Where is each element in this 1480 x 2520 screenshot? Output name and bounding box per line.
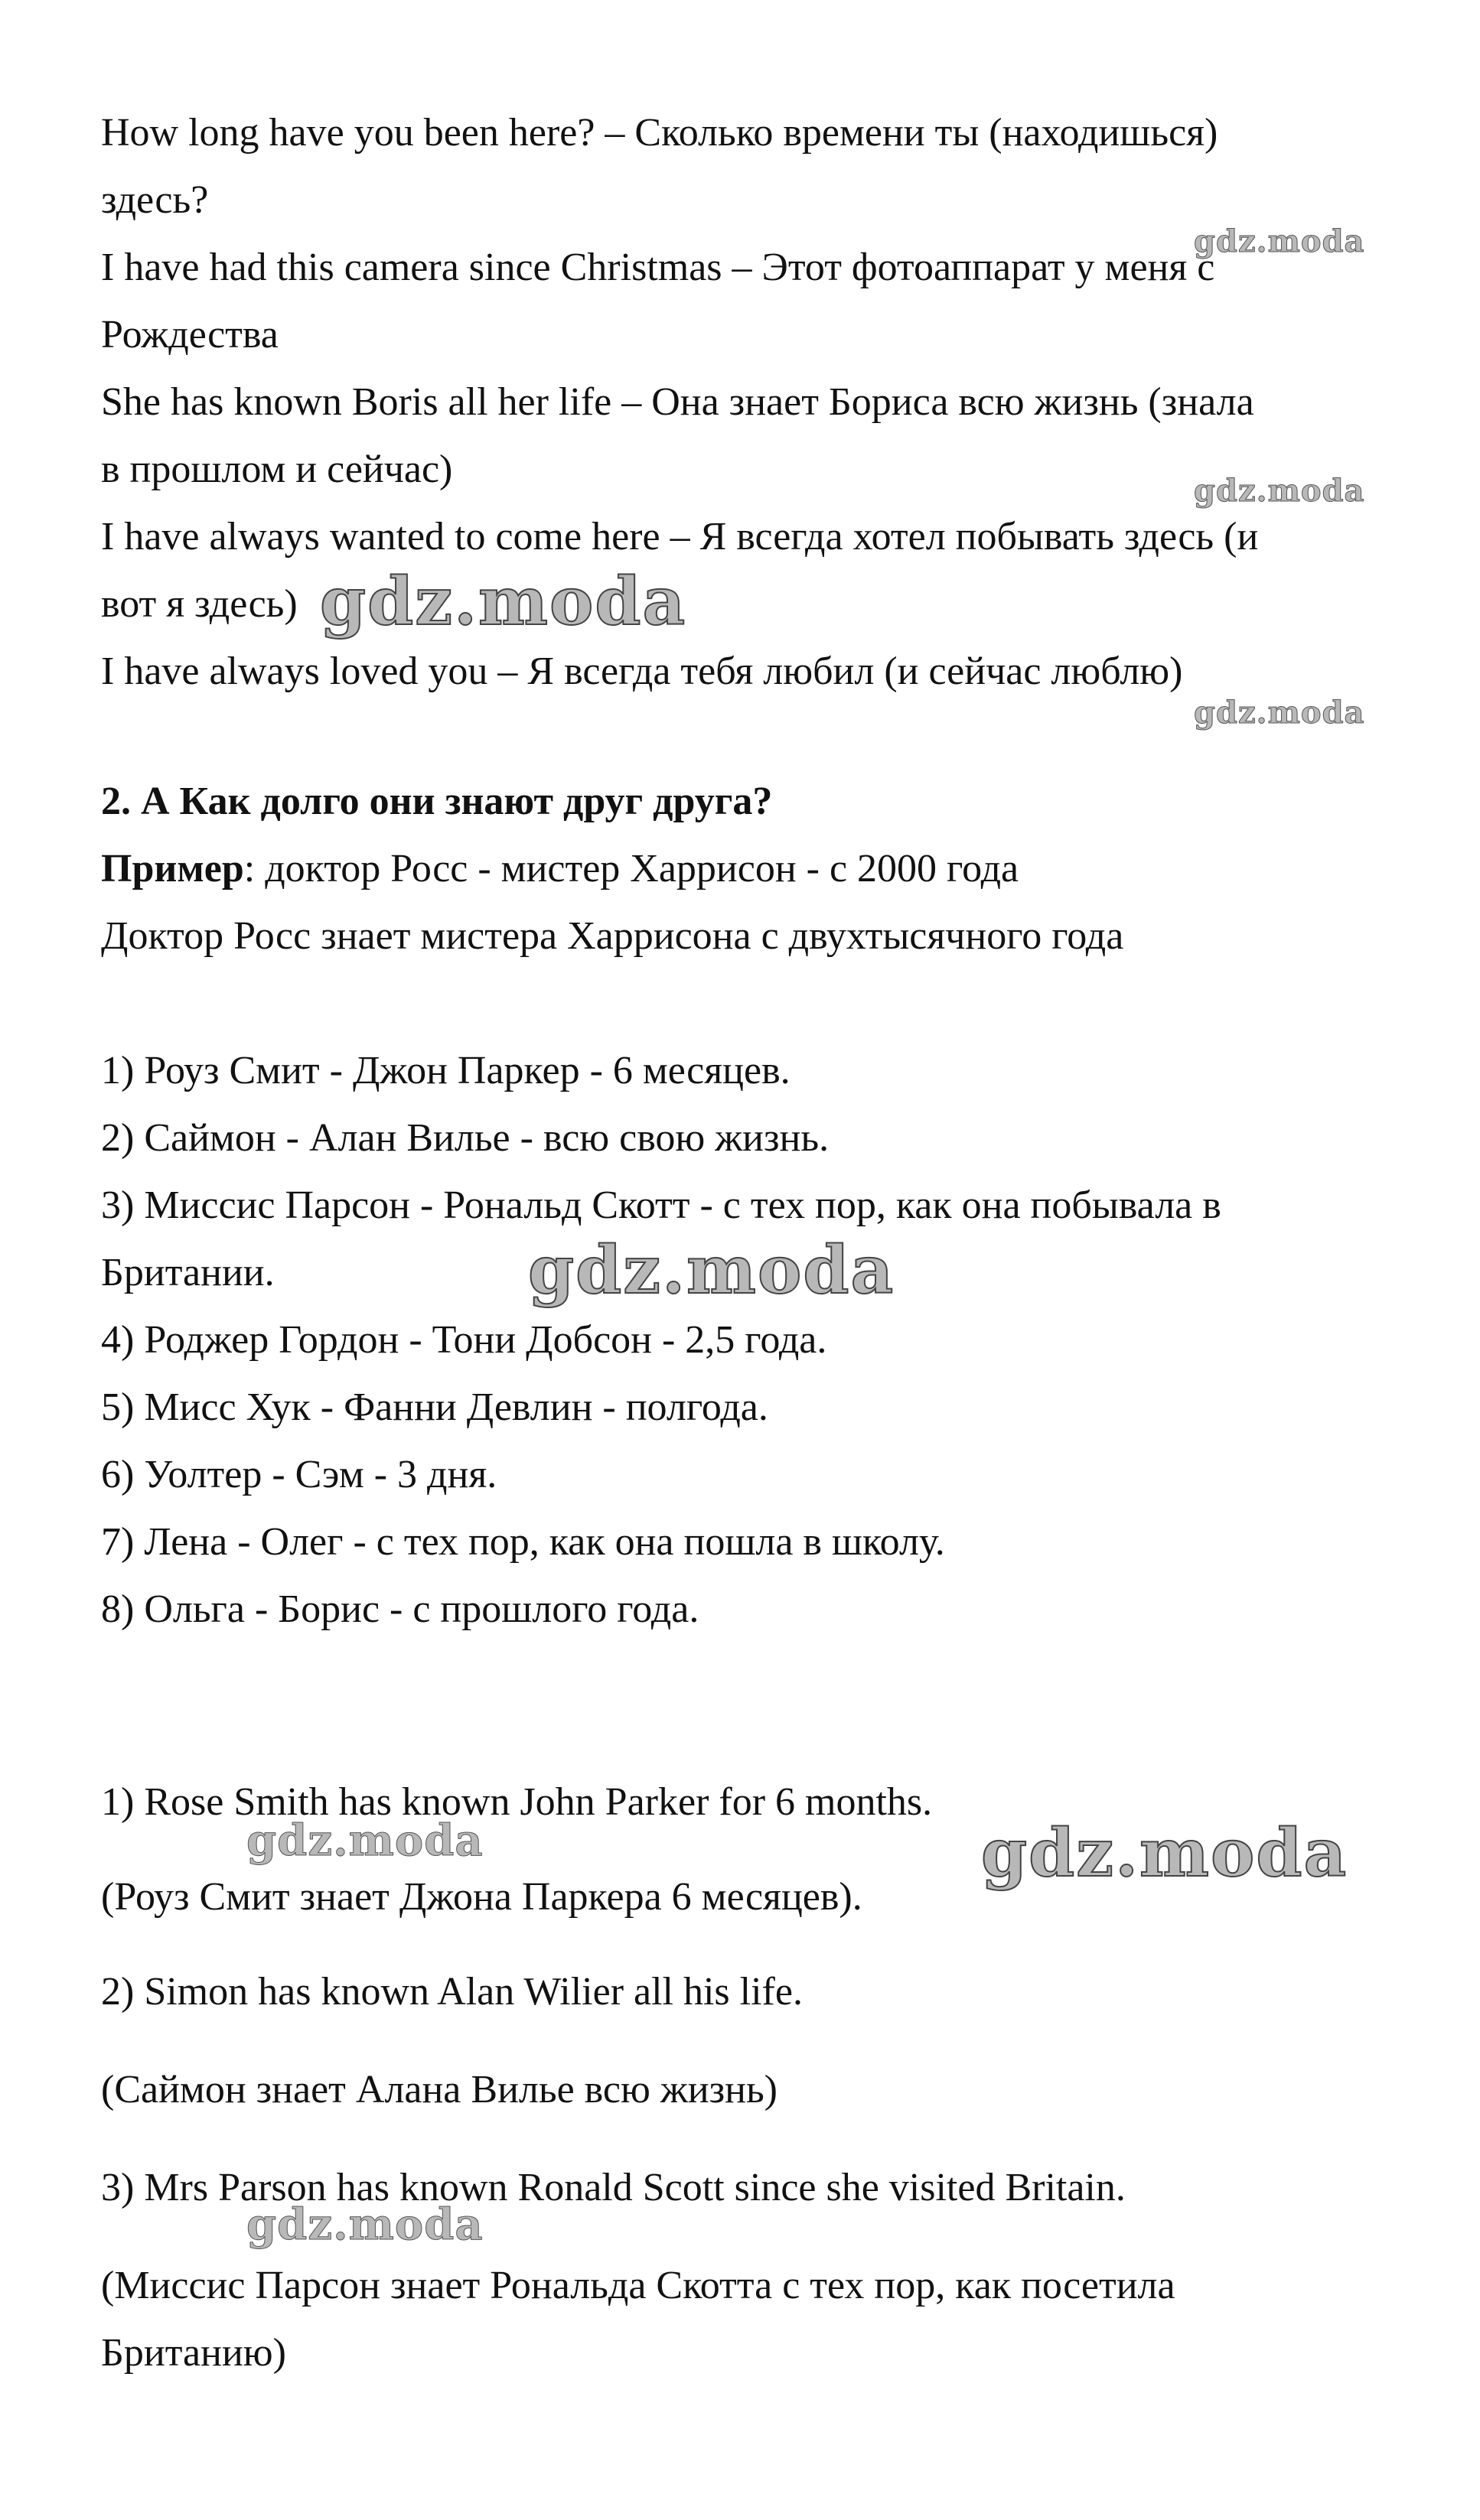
watermark: gdz.moda bbox=[528, 1232, 895, 1309]
intro-line: I have always loved you – Я всегда тебя любил (и сейчас люблю) bbox=[101, 650, 1183, 693]
watermark: gdz.moda bbox=[981, 1815, 1348, 1892]
list-item: 2) Саймон - Алан Вилье - всю свою жизнь. bbox=[101, 1116, 830, 1160]
exercise-title: 2. А Как долго они знают друг друга? bbox=[101, 780, 773, 823]
intro-line: здесь? bbox=[101, 178, 209, 222]
intro-line: I have had this camera since Christmas – Этот фотоаппарат у меня с bbox=[101, 246, 1215, 289]
watermark: gdz.moda bbox=[246, 1815, 484, 1866]
answer-line: Британию) bbox=[101, 2331, 286, 2375]
example-text: : доктор Росс - мистер Харрисон - с 2000 года bbox=[243, 847, 1019, 890]
list-item: 7) Лена - Олег - с тех пор, как она пошла в школу. bbox=[101, 1520, 945, 1564]
list-item: 3) Миссис Парсон - Рональд Скотт - с тех пор, как она побывала в bbox=[101, 1183, 1221, 1227]
watermark: gdz.moda bbox=[1194, 223, 1365, 259]
intro-line: She has known Boris all her life – Она знает Бориса всю жизнь (знала bbox=[101, 380, 1254, 424]
answer-line: 2) Simon has known Alan Wilier all his life. bbox=[101, 1970, 803, 2014]
watermark: gdz.moda bbox=[1194, 695, 1365, 731]
answer-line: 3) Mrs Parson has known Ronald Scott since she visited Britain. bbox=[101, 2166, 1126, 2209]
intro-line: в прошлом и сейчас) bbox=[101, 448, 453, 491]
watermark: gdz.moda bbox=[246, 2199, 484, 2250]
example-line bbox=[101, 849, 1019, 889]
answer-line: (Миссис Парсон знает Рональда Скотта с тех пор, как посетила bbox=[101, 2264, 1175, 2307]
intro-line: вот я здесь) bbox=[101, 582, 298, 626]
list-item: 4) Роджер Гордон - Тони Добсон - 2,5 года. bbox=[101, 1318, 827, 1362]
list-item: 1) Роуз Смит - Джон Паркер - 6 месяцев. bbox=[101, 1049, 791, 1092]
answer-line: (Роуз Смит знает Джона Паркера 6 месяцев). bbox=[101, 1875, 862, 1919]
example-label: Пример bbox=[101, 847, 244, 890]
watermark: gdz.moda bbox=[320, 563, 687, 640]
list-item: 8) Ольга - Борис - с прошлого года. bbox=[101, 1587, 699, 1631]
answer-line: 1) Rose Smith has known John Parker for 6 months. bbox=[101, 1780, 933, 1824]
list-item: Британии. bbox=[101, 1251, 275, 1294]
watermark: gdz.moda bbox=[1194, 473, 1365, 509]
example-answer: Доктор Росс знает мистера Харрисона с двухтысячного года bbox=[101, 914, 1124, 958]
intro-line: Рождества bbox=[101, 313, 279, 357]
intro-line: How long have you been here? – Сколько времени ты (находишься) bbox=[101, 111, 1218, 155]
intro-line: I have always wanted to come here – Я всегда хотел побывать здесь (и bbox=[101, 515, 1259, 558]
list-item: 5) Мисс Хук - Фанни Девлин - полгода. bbox=[101, 1385, 768, 1429]
answer-line: (Саймон знает Алана Вилье всю жизнь) bbox=[101, 2068, 777, 2111]
list-item: 6) Уолтер - Сэм - 3 дня. bbox=[101, 1453, 497, 1496]
